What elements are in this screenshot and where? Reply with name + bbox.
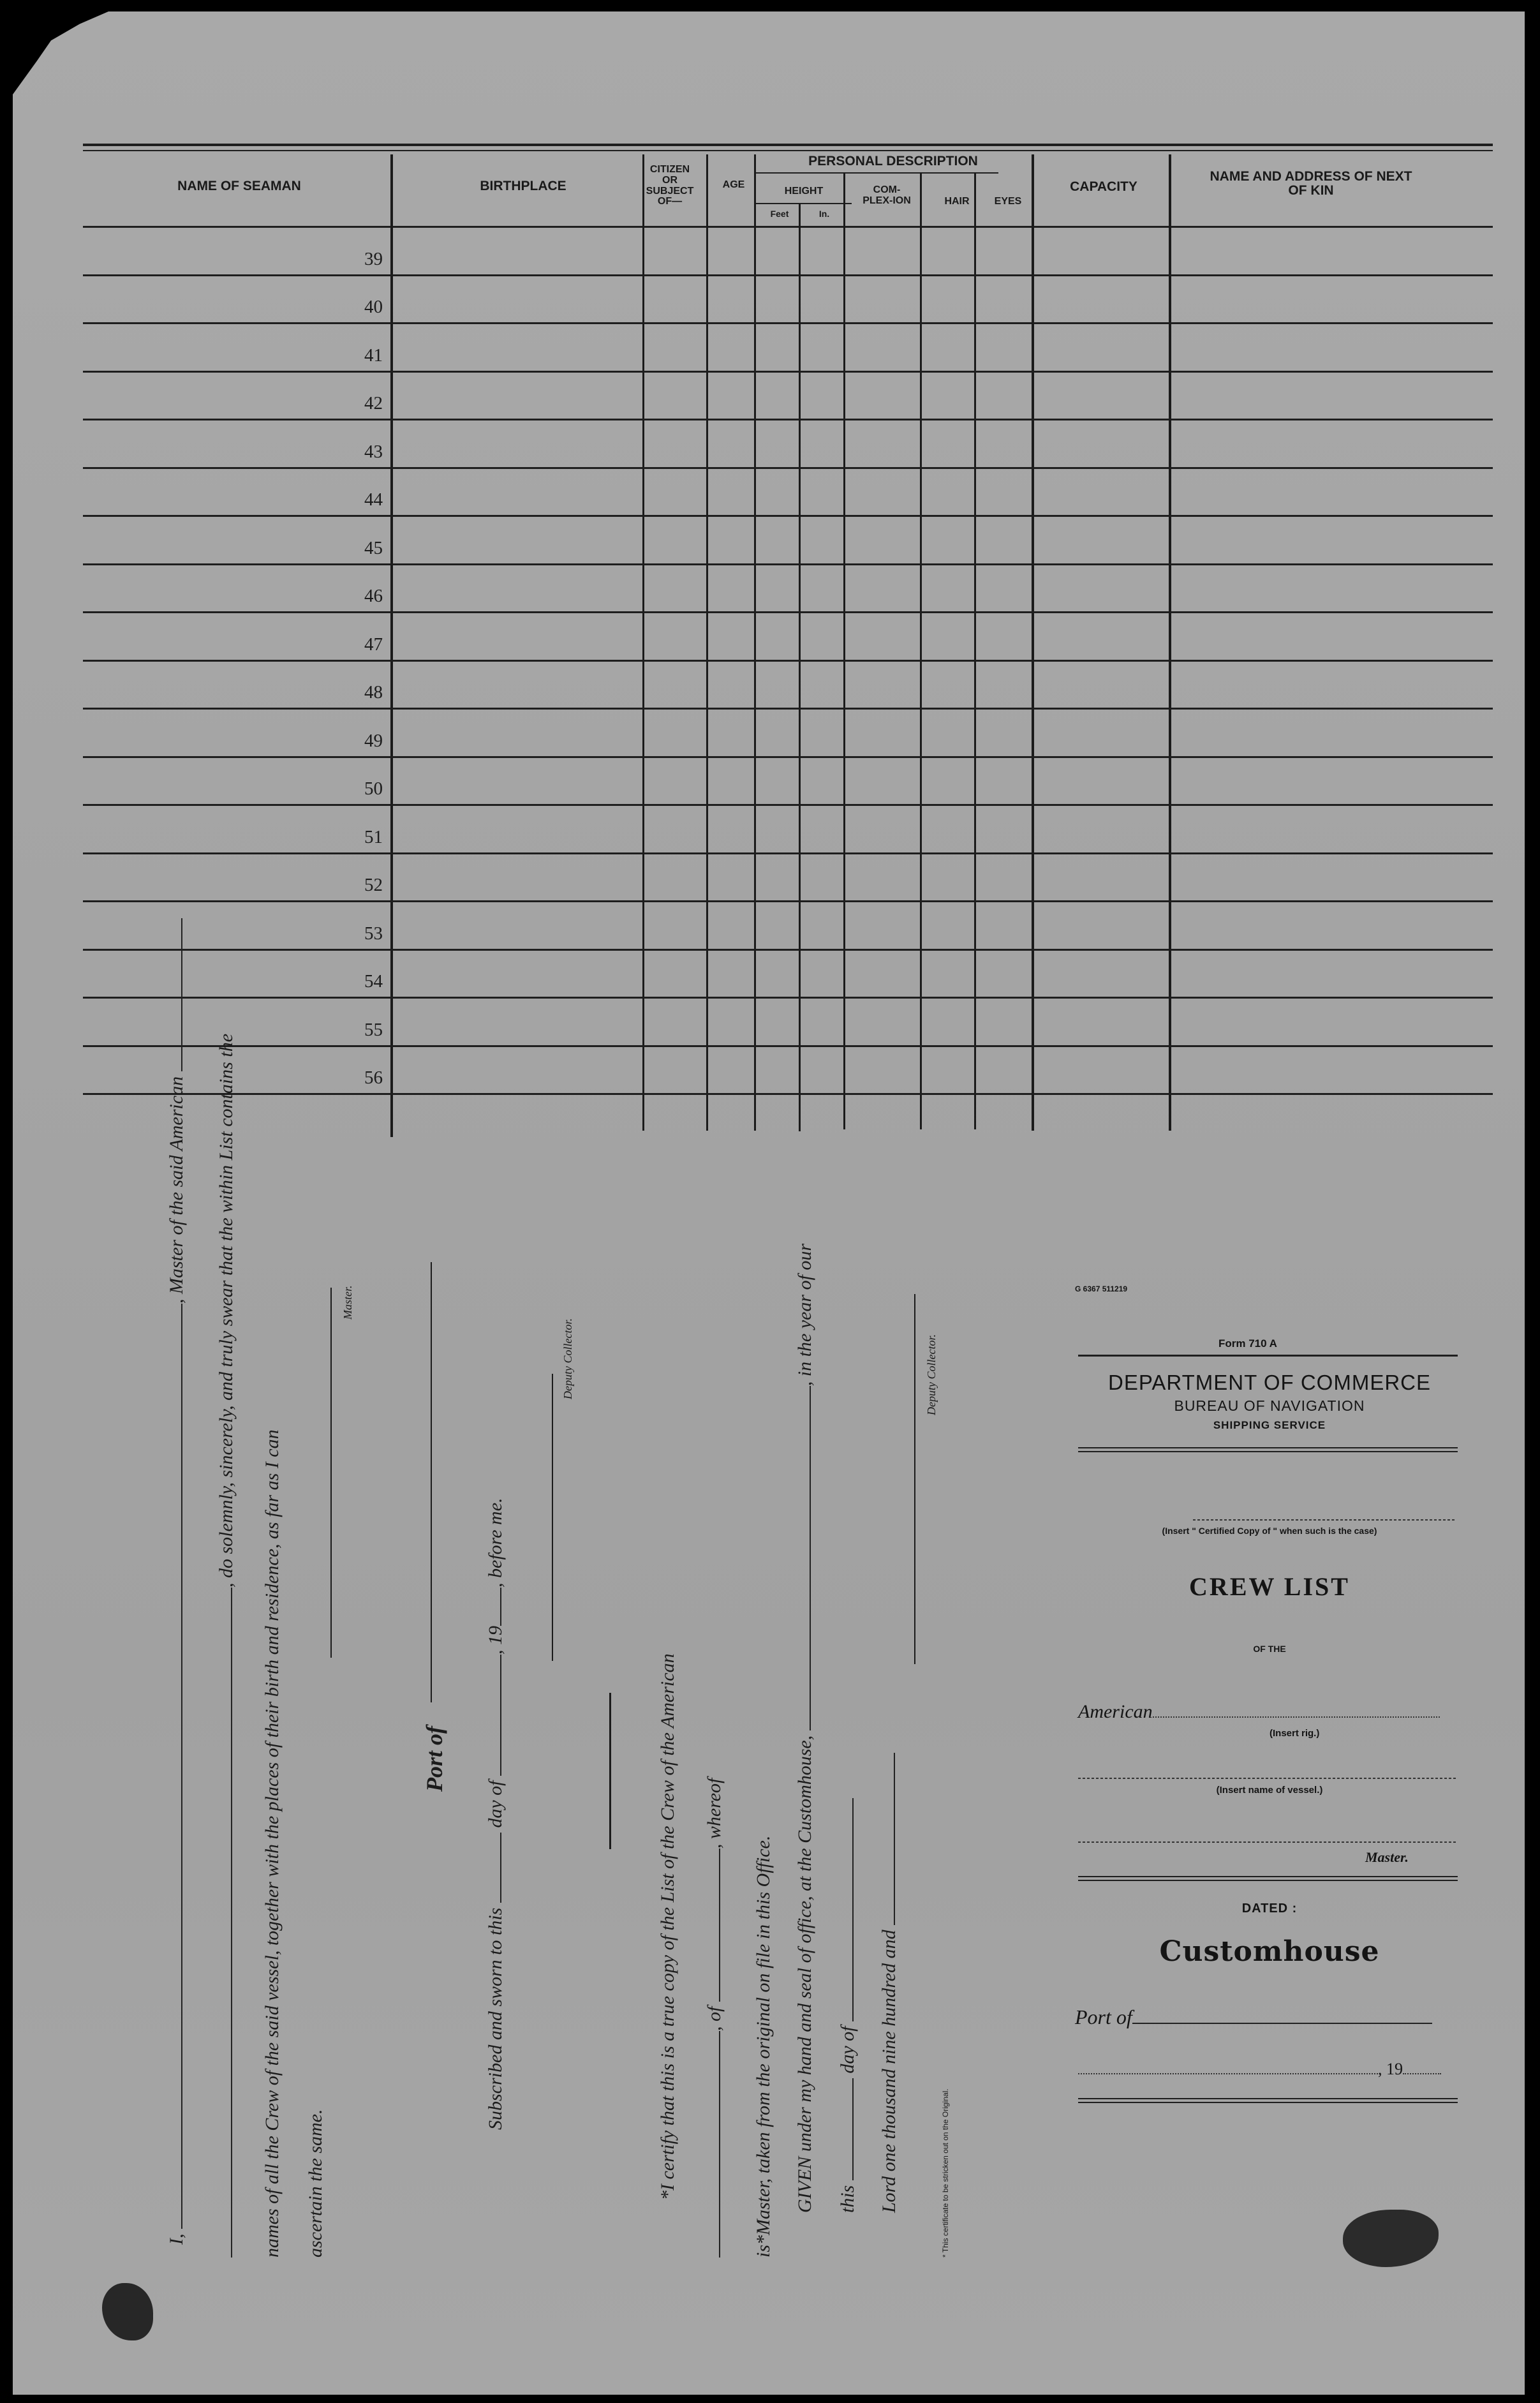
header-feet: Feet — [770, 209, 789, 219]
department: DEPARTMENT OF COMMERCE — [1107, 1371, 1432, 1394]
cover-master: Master. — [1365, 1849, 1409, 1865]
port-of-field — [1075, 2005, 1432, 2029]
of-the: OF THE — [1253, 1644, 1286, 1654]
header-hair: HAIR — [944, 196, 970, 207]
row-rule — [83, 467, 1493, 469]
oath-i: I, — [166, 2233, 187, 2245]
header-inches: In. — [818, 209, 830, 219]
col-line-4 — [754, 154, 756, 1131]
oath-line-4: ascertain the same. — [305, 2109, 326, 2258]
row-number: 53 — [364, 923, 383, 944]
stain-bottom-left — [102, 2283, 153, 2340]
cover-rule-1 — [1078, 1355, 1458, 1357]
header-citizen: CITIZEN OR SUBJECT OF— — [646, 164, 694, 207]
cert-month-blank[interactable] — [852, 1798, 854, 2021]
cert-whereof-text: , whereof — [704, 1778, 725, 1849]
cert-footnote: * This certificate to be stricken out on the Original. — [941, 2088, 950, 2258]
row-number: 43 — [364, 442, 383, 462]
row-rule — [83, 611, 1493, 613]
header-height: HEIGHT — [784, 186, 824, 197]
oath-master-label: Master. — [341, 1285, 354, 1320]
col-line-9 — [1032, 154, 1034, 1131]
row-number: 45 — [364, 538, 383, 558]
row-rule — [83, 708, 1493, 710]
deputy-signature-line — [552, 1374, 553, 1661]
row-rule — [83, 419, 1493, 420]
row-rule — [83, 997, 1493, 999]
col-line-6 — [843, 172, 845, 1129]
master-signature-line — [330, 1288, 332, 1658]
header-pd-rule — [756, 172, 998, 174]
cover-rule-7 — [1078, 2102, 1458, 2103]
oath-line-3: names of all the Crew of the said vessel, together with the places of their birth and residence, as far as I can — [262, 1429, 283, 2258]
cert-port-blank[interactable] — [719, 1849, 720, 2002]
cert-line-6 — [878, 1753, 900, 2213]
port-signature-line — [431, 1262, 432, 1702]
row-rule — [83, 804, 1493, 806]
header-height-rule — [756, 203, 852, 204]
col-line-10 — [1169, 154, 1171, 1131]
insert-rig: (Insert rig.) — [1270, 1728, 1320, 1739]
cert-given-text: GIVEN under my hand and seal of office, at the Customhouse, — [794, 1735, 815, 2213]
before-me-text: , before me. — [485, 1498, 506, 1588]
cert-this-text: this — [837, 2185, 858, 2213]
cert-line-4 — [794, 1244, 816, 2213]
row-number: 40 — [364, 297, 383, 317]
vessel-name-blank[interactable] — [231, 1588, 232, 2258]
header-next-of-kin: NAME AND ADDRESS OF NEXT OF KIN — [1210, 169, 1412, 198]
american-field — [1078, 1701, 1440, 1723]
top-rule — [83, 144, 1493, 146]
vessel-blank[interactable] — [181, 918, 182, 1071]
form-number: Form 710 A — [1218, 1337, 1277, 1350]
oath-deputy-collector: Deputy Collector. — [561, 1318, 574, 1399]
row-rule — [83, 371, 1493, 373]
row-number: 46 — [364, 586, 383, 606]
insert-vessel: (Insert name of vessel.) — [1216, 1785, 1323, 1796]
row-rule — [83, 563, 1493, 565]
cover-rule-3 — [1078, 1451, 1458, 1452]
header-complexion: COM-PLEX-ION — [863, 184, 911, 206]
rig-blank[interactable] — [1153, 1716, 1440, 1718]
crew-list-title: CREW LIST — [1189, 1572, 1350, 1601]
row-rule — [83, 900, 1493, 902]
torn-corner — [13, 11, 108, 94]
cover-year-19: , 19 — [1378, 2060, 1403, 2078]
header-eyes: EYES — [994, 196, 1022, 207]
row-rule — [83, 1093, 1493, 1095]
row-number: 51 — [364, 827, 383, 847]
cert-lord-text: Lord one thousand nine hundred and — [878, 1930, 900, 2213]
year-19-text: , 19 — [485, 1625, 506, 1655]
cert-customhouse-blank[interactable] — [810, 1386, 811, 1730]
row-number: 56 — [364, 1068, 383, 1088]
divider-mark — [609, 1693, 611, 1849]
row-number: 54 — [364, 971, 383, 992]
vessel-name-line[interactable] — [1078, 1778, 1458, 1779]
cover-year-blank[interactable] — [1403, 2073, 1441, 2074]
oath-line-1 — [166, 918, 188, 2245]
row-number: 48 — [364, 682, 383, 703]
cert-line-3: is*Master, taken from the original on file in this Office. — [753, 1835, 774, 2258]
master-line[interactable] — [1078, 1841, 1458, 1843]
cert-vessel-blank[interactable] — [719, 2031, 720, 2258]
row-number: 52 — [364, 875, 383, 895]
row-rule — [83, 949, 1493, 951]
year-blank[interactable] — [500, 1588, 501, 1626]
top-rule-2 — [83, 150, 1493, 151]
cert-year-text: , in the year of our — [794, 1243, 815, 1387]
cover-port-label: Port of — [1075, 2005, 1132, 2028]
row-rule — [83, 515, 1493, 517]
row-rule — [83, 322, 1493, 324]
header-bottom-rule — [83, 226, 1493, 228]
cert-deputy-collector: Deputy Collector. — [925, 1334, 938, 1415]
certified-copy-blank[interactable] — [1193, 1519, 1455, 1521]
row-rule — [83, 1045, 1493, 1047]
master-name-blank[interactable] — [181, 1304, 182, 2229]
header-name-of-seaman: NAME OF SEAMAN — [177, 179, 301, 193]
service: SHIPPING SERVICE — [1213, 1419, 1326, 1431]
cert-deputy-line — [914, 1294, 915, 1664]
row-number: 39 — [364, 249, 383, 269]
document-page — [13, 11, 1525, 2395]
row-rule — [83, 660, 1493, 662]
row-number: 49 — [364, 731, 383, 751]
day-of-text: day of — [485, 1780, 506, 1828]
cert-line-1: *I certify that this is a true copy of the List of the Crew of the American — [657, 1653, 678, 2200]
certified-note: (Insert " Certified Copy of " when such is the case) — [1162, 1526, 1377, 1536]
subscribed-text: Subscribed and sworn to this — [485, 1907, 506, 2130]
cert-day-of-text: day of — [837, 2026, 858, 2074]
row-number: 41 — [364, 345, 383, 366]
stain-bottom-right — [1343, 2210, 1439, 2267]
cover-rule-6 — [1078, 2098, 1458, 2099]
cert-day-blank[interactable] — [852, 2078, 854, 2180]
cert-of-text: , of — [704, 2006, 725, 2031]
day-blank[interactable] — [500, 1833, 501, 1903]
date-field — [1078, 2060, 1441, 2079]
cert-year-blank[interactable] — [894, 1753, 895, 1925]
month-blank[interactable] — [500, 1655, 501, 1776]
row-rule — [83, 852, 1493, 854]
col-line-8 — [974, 172, 976, 1129]
header-age: AGE — [722, 179, 745, 190]
col-line-5 — [799, 203, 801, 1131]
header-birthplace: BIRTHPLACE — [480, 179, 566, 193]
cover-rule-2 — [1078, 1447, 1458, 1448]
cover-port-blank[interactable] — [1132, 2023, 1432, 2024]
row-rule — [83, 274, 1493, 276]
row-number: 47 — [364, 634, 383, 655]
row-number: 42 — [364, 393, 383, 413]
cert-line-5 — [837, 1798, 859, 2213]
oath-swear-text: , do solemnly, sincerely, and truly swear that the within List contains the — [216, 1033, 237, 1588]
oath-port-label: Port of — [422, 1726, 447, 1792]
header-capacity: CAPACITY — [1070, 179, 1137, 194]
cover-date-blank[interactable] — [1078, 2073, 1378, 2074]
dated-label: DATED : — [1241, 1901, 1298, 1916]
american-label: American — [1078, 1701, 1153, 1722]
cover-rule-5 — [1078, 1880, 1458, 1881]
cert-line-2 — [704, 1778, 725, 2258]
oath-line-2 — [216, 1034, 237, 2258]
header-personal-description: PERSONAL DESCRIPTION — [808, 154, 978, 168]
col-line-3 — [706, 154, 708, 1131]
cover-rule-4 — [1078, 1876, 1458, 1877]
bureau: BUREAU OF NAVIGATION — [1174, 1397, 1365, 1414]
col-line-2 — [642, 154, 644, 1131]
col-line-7 — [920, 172, 922, 1129]
col-line-1 — [390, 154, 393, 1137]
row-number: 55 — [364, 1020, 383, 1040]
row-rule — [83, 756, 1493, 758]
row-number: 44 — [364, 489, 383, 510]
customhouse-label: Customhouse — [1159, 1935, 1380, 1968]
oath-master-text: , Master of the said American — [166, 1076, 187, 1304]
row-number: 50 — [364, 778, 383, 799]
oath-subscribed — [485, 1498, 507, 2130]
print-code: G 6367 511219 — [1075, 1284, 1128, 1293]
oath-port-of — [421, 1726, 448, 1792]
